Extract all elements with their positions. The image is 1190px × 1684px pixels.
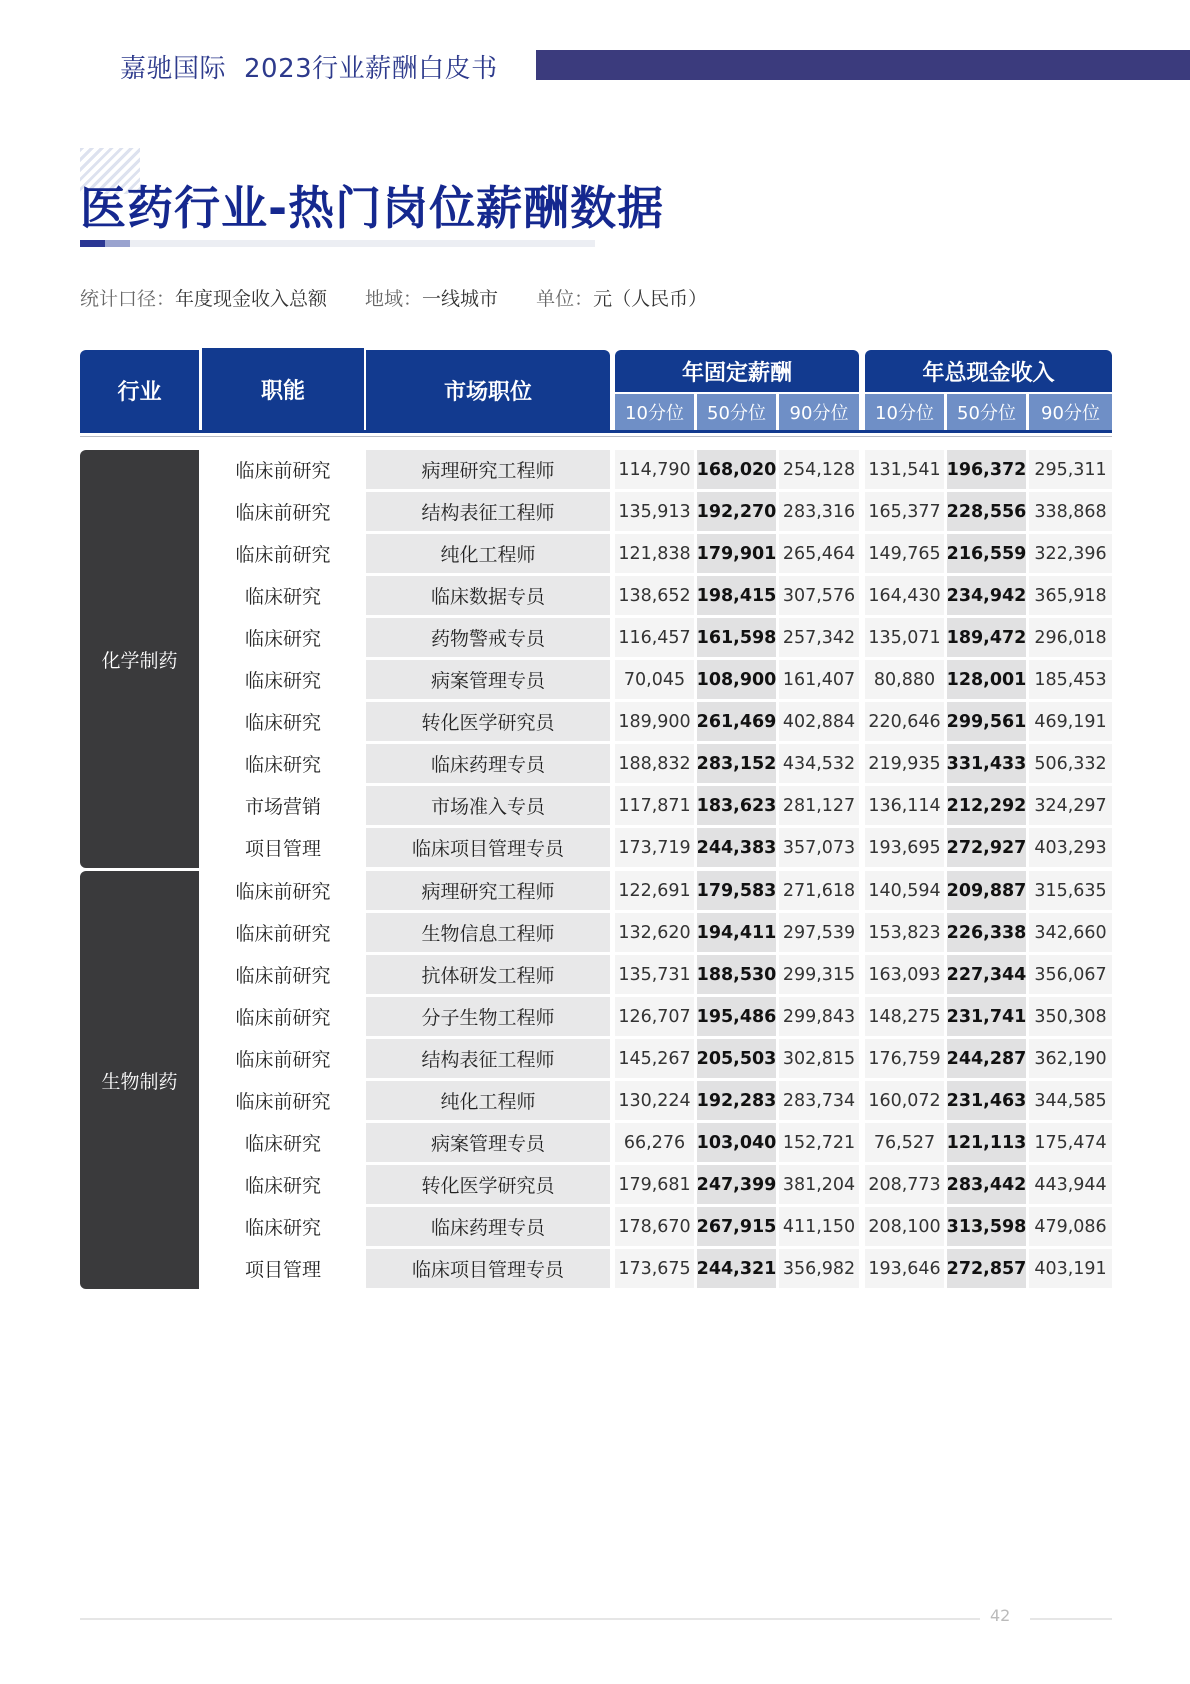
total-p10-cell: 76,527 — [865, 1123, 944, 1162]
region-label: 地域： — [365, 288, 423, 310]
fixed-p10-cell: 173,675 — [615, 1249, 694, 1288]
position-cell: 分子生物工程师 — [366, 997, 610, 1036]
total-p50-cell: 228,556 — [947, 492, 1026, 531]
fixed-p50-cell: 267,915 — [697, 1207, 776, 1246]
fixed-p90-cell: 307,576 — [779, 576, 859, 615]
total-p10-cell: 176,759 — [865, 1039, 944, 1078]
total-p90-cell: 315,635 — [1029, 871, 1112, 910]
fixed-p50-cell: 179,901 — [697, 534, 776, 573]
fixed-p10-cell: 116,457 — [615, 618, 694, 657]
page-title: 医药行业-热门岗位薪酬数据 — [80, 181, 665, 235]
header-fixed-group: 年固定薪酬 — [615, 350, 859, 392]
function-cell: 市场营销 — [202, 786, 364, 825]
fixed-p10-cell: 122,691 — [615, 871, 694, 910]
fixed-p50-cell: 247,399 — [697, 1165, 776, 1204]
fixed-p10-cell: 135,731 — [615, 955, 694, 994]
fixed-p90-cell: 434,532 — [779, 744, 859, 783]
fixed-p90-cell: 281,127 — [779, 786, 859, 825]
fixed-p50-cell: 108,900 — [697, 660, 776, 699]
document-header — [120, 48, 498, 85]
fixed-p50-cell: 283,152 — [697, 744, 776, 783]
footer-rule-left — [80, 1618, 980, 1620]
position-cell: 临床项目管理专员 — [366, 1249, 610, 1288]
footer-rule-right — [1030, 1618, 1112, 1620]
title-underline — [80, 240, 595, 247]
function-cell: 项目管理 — [202, 1249, 364, 1288]
total-p90-cell: 295,311 — [1029, 450, 1112, 489]
header-fixed-p10: 10分位 — [615, 394, 694, 430]
fixed-p10-cell: 114,790 — [615, 450, 694, 489]
fixed-p10-cell: 132,620 — [615, 913, 694, 952]
fixed-p90-cell: 271,618 — [779, 871, 859, 910]
position-cell: 病理研究工程师 — [366, 871, 610, 910]
fixed-p10-cell: 66,276 — [615, 1123, 694, 1162]
fixed-p90-cell: 357,073 — [779, 828, 859, 867]
fixed-p50-cell: 192,270 — [697, 492, 776, 531]
fixed-p50-cell: 188,530 — [697, 955, 776, 994]
total-p50-cell: 234,942 — [947, 576, 1026, 615]
fixed-p90-cell: 302,815 — [779, 1039, 859, 1078]
position-cell: 临床药理专员 — [366, 1207, 610, 1246]
function-cell: 临床前研究 — [202, 1039, 364, 1078]
scope-label: 统计口径： — [80, 288, 176, 310]
position-cell: 纯化工程师 — [366, 1081, 610, 1120]
total-p10-cell: 131,541 — [865, 450, 944, 489]
total-p90-cell: 185,453 — [1029, 660, 1112, 699]
function-cell: 临床研究 — [202, 1207, 364, 1246]
position-cell: 临床项目管理专员 — [366, 828, 610, 867]
function-cell: 临床研究 — [202, 1165, 364, 1204]
function-cell: 临床研究 — [202, 576, 364, 615]
fixed-p50-cell: 183,623 — [697, 786, 776, 825]
function-cell: 临床前研究 — [202, 955, 364, 994]
function-cell: 临床研究 — [202, 660, 364, 699]
total-p90-cell: 356,067 — [1029, 955, 1112, 994]
fixed-p10-cell: 188,832 — [615, 744, 694, 783]
fixed-p10-cell: 189,900 — [615, 702, 694, 741]
industry-chemical-pharma: 化学制药 — [80, 450, 199, 868]
fixed-p50-cell: 244,321 — [697, 1249, 776, 1288]
fixed-p90-cell: 299,315 — [779, 955, 859, 994]
fixed-p10-cell: 126,707 — [615, 997, 694, 1036]
function-cell: 临床前研究 — [202, 1081, 364, 1120]
total-p90-cell: 296,018 — [1029, 618, 1112, 657]
total-p50-cell: 212,292 — [947, 786, 1026, 825]
fixed-p90-cell: 297,539 — [779, 913, 859, 952]
industry-bio-pharma: 生物制药 — [80, 871, 199, 1289]
fixed-p90-cell: 283,734 — [779, 1081, 859, 1120]
total-p50-cell: 272,857 — [947, 1249, 1026, 1288]
fixed-p10-cell: 173,719 — [615, 828, 694, 867]
page-number: 42 — [990, 1606, 1011, 1625]
header-fixed-p50: 50分位 — [697, 394, 776, 430]
fixed-p50-cell: 161,598 — [697, 618, 776, 657]
fixed-p50-cell: 195,486 — [697, 997, 776, 1036]
position-cell: 病案管理专员 — [366, 660, 610, 699]
total-p10-cell: 148,275 — [865, 997, 944, 1036]
position-cell: 转化医学研究员 — [366, 702, 610, 741]
fixed-p10-cell: 178,670 — [615, 1207, 694, 1246]
fixed-p50-cell: 205,503 — [697, 1039, 776, 1078]
total-p50-cell: 313,598 — [947, 1207, 1026, 1246]
total-p50-cell: 272,927 — [947, 828, 1026, 867]
position-cell: 转化医学研究员 — [366, 1165, 610, 1204]
total-p10-cell: 153,823 — [865, 913, 944, 952]
total-p10-cell: 193,646 — [865, 1249, 944, 1288]
fixed-p90-cell: 283,316 — [779, 492, 859, 531]
function-cell: 临床前研究 — [202, 534, 364, 573]
header-total-group: 年总现金收入 — [865, 350, 1112, 392]
region-value: 一线城市 — [422, 288, 499, 310]
position-cell: 纯化工程师 — [366, 534, 610, 573]
position-cell: 病理研究工程师 — [366, 450, 610, 489]
total-p10-cell: 208,100 — [865, 1207, 944, 1246]
total-p50-cell: 244,287 — [947, 1039, 1026, 1078]
function-cell: 临床研究 — [202, 1123, 364, 1162]
total-p90-cell: 175,474 — [1029, 1123, 1112, 1162]
header-rule — [80, 430, 1112, 433]
header-total-p90: 90分位 — [1029, 394, 1112, 430]
stat-meta-line — [80, 284, 707, 311]
fixed-p90-cell: 402,884 — [779, 702, 859, 741]
total-p50-cell: 283,442 — [947, 1165, 1026, 1204]
fixed-p90-cell: 411,150 — [779, 1207, 859, 1246]
position-cell: 病案管理专员 — [366, 1123, 610, 1162]
total-p10-cell: 80,880 — [865, 660, 944, 699]
fixed-p90-cell: 257,342 — [779, 618, 859, 657]
total-p50-cell: 121,113 — [947, 1123, 1026, 1162]
total-p90-cell: 403,191 — [1029, 1249, 1112, 1288]
position-cell: 药物警戒专员 — [366, 618, 610, 657]
total-p10-cell: 193,695 — [865, 828, 944, 867]
position-cell: 临床药理专员 — [366, 744, 610, 783]
total-p50-cell: 189,472 — [947, 618, 1026, 657]
total-p10-cell: 219,935 — [865, 744, 944, 783]
fixed-p50-cell: 194,411 — [697, 913, 776, 952]
header-total-p10: 10分位 — [865, 394, 944, 430]
total-p50-cell: 231,741 — [947, 997, 1026, 1036]
fixed-p90-cell: 254,128 — [779, 450, 859, 489]
fixed-p90-cell: 152,721 — [779, 1123, 859, 1162]
total-p50-cell: 299,561 — [947, 702, 1026, 741]
fixed-p10-cell: 117,871 — [615, 786, 694, 825]
fixed-p10-cell: 135,913 — [615, 492, 694, 531]
total-p50-cell: 226,338 — [947, 913, 1026, 952]
total-p90-cell: 342,660 — [1029, 913, 1112, 952]
position-cell: 结构表征工程师 — [366, 1039, 610, 1078]
brand-name: 嘉驰国际 — [120, 54, 227, 84]
fixed-p10-cell: 179,681 — [615, 1165, 694, 1204]
function-cell: 临床前研究 — [202, 492, 364, 531]
total-p90-cell: 469,191 — [1029, 702, 1112, 741]
position-cell: 临床数据专员 — [366, 576, 610, 615]
total-p50-cell: 331,433 — [947, 744, 1026, 783]
header-total-p50: 50分位 — [947, 394, 1026, 430]
function-cell: 临床研究 — [202, 744, 364, 783]
total-p90-cell: 443,944 — [1029, 1165, 1112, 1204]
total-p90-cell: 350,308 — [1029, 997, 1112, 1036]
function-cell: 临床前研究 — [202, 450, 364, 489]
fixed-p90-cell: 381,204 — [779, 1165, 859, 1204]
total-p10-cell: 208,773 — [865, 1165, 944, 1204]
fixed-p50-cell: 261,469 — [697, 702, 776, 741]
fixed-p50-cell: 103,040 — [697, 1123, 776, 1162]
fixed-p10-cell: 121,838 — [615, 534, 694, 573]
fixed-p90-cell: 265,464 — [779, 534, 859, 573]
header-industry: 行业 — [80, 350, 199, 430]
header-position: 市场职位 — [366, 350, 610, 430]
total-p10-cell: 135,071 — [865, 618, 944, 657]
function-cell: 临床前研究 — [202, 997, 364, 1036]
position-cell: 结构表征工程师 — [366, 492, 610, 531]
total-p10-cell: 140,594 — [865, 871, 944, 910]
fixed-p50-cell: 179,583 — [697, 871, 776, 910]
position-cell: 生物信息工程师 — [366, 913, 610, 952]
fixed-p90-cell: 161,407 — [779, 660, 859, 699]
fixed-p50-cell: 198,415 — [697, 576, 776, 615]
total-p50-cell: 128,001 — [947, 660, 1026, 699]
function-cell: 临床研究 — [202, 618, 364, 657]
scope-value: 年度现金收入总额 — [175, 288, 328, 310]
header-fixed-p90: 90分位 — [779, 394, 859, 430]
total-p10-cell: 220,646 — [865, 702, 944, 741]
position-cell: 抗体研发工程师 — [366, 955, 610, 994]
total-p90-cell: 506,332 — [1029, 744, 1112, 783]
total-p50-cell: 227,344 — [947, 955, 1026, 994]
total-p90-cell: 479,086 — [1029, 1207, 1112, 1246]
total-p10-cell: 149,765 — [865, 534, 944, 573]
total-p50-cell: 231,463 — [947, 1081, 1026, 1120]
total-p50-cell: 209,887 — [947, 871, 1026, 910]
unit-label: 单位： — [536, 288, 594, 310]
total-p90-cell: 365,918 — [1029, 576, 1112, 615]
total-p10-cell: 160,072 — [865, 1081, 944, 1120]
fixed-p50-cell: 192,283 — [697, 1081, 776, 1120]
fixed-p50-cell: 244,383 — [697, 828, 776, 867]
function-cell: 临床前研究 — [202, 871, 364, 910]
total-p10-cell: 165,377 — [865, 492, 944, 531]
fixed-p10-cell: 130,224 — [615, 1081, 694, 1120]
fixed-p50-cell: 168,020 — [697, 450, 776, 489]
fixed-p10-cell: 70,045 — [615, 660, 694, 699]
total-p10-cell: 136,114 — [865, 786, 944, 825]
total-p90-cell: 344,585 — [1029, 1081, 1112, 1120]
fixed-p10-cell: 145,267 — [615, 1039, 694, 1078]
function-cell: 临床前研究 — [202, 913, 364, 952]
total-p50-cell: 196,372 — [947, 450, 1026, 489]
total-p50-cell: 216,559 — [947, 534, 1026, 573]
fixed-p90-cell: 299,843 — [779, 997, 859, 1036]
fixed-p10-cell: 138,652 — [615, 576, 694, 615]
function-cell: 临床研究 — [202, 702, 364, 741]
total-p10-cell: 164,430 — [865, 576, 944, 615]
total-p90-cell: 324,297 — [1029, 786, 1112, 825]
header-function: 职能 — [202, 348, 364, 430]
header-rule-thin — [80, 436, 1112, 437]
unit-value: 元（人民币） — [593, 288, 708, 310]
total-p90-cell: 322,396 — [1029, 534, 1112, 573]
fixed-p90-cell: 356,982 — [779, 1249, 859, 1288]
total-p10-cell: 163,093 — [865, 955, 944, 994]
position-cell: 市场准入专员 — [366, 786, 610, 825]
header-accent-bar — [536, 50, 1190, 80]
document-title: 2023行业薪酬白皮书 — [244, 54, 498, 84]
function-cell: 项目管理 — [202, 828, 364, 867]
total-p90-cell: 362,190 — [1029, 1039, 1112, 1078]
total-p90-cell: 403,293 — [1029, 828, 1112, 867]
total-p90-cell: 338,868 — [1029, 492, 1112, 531]
